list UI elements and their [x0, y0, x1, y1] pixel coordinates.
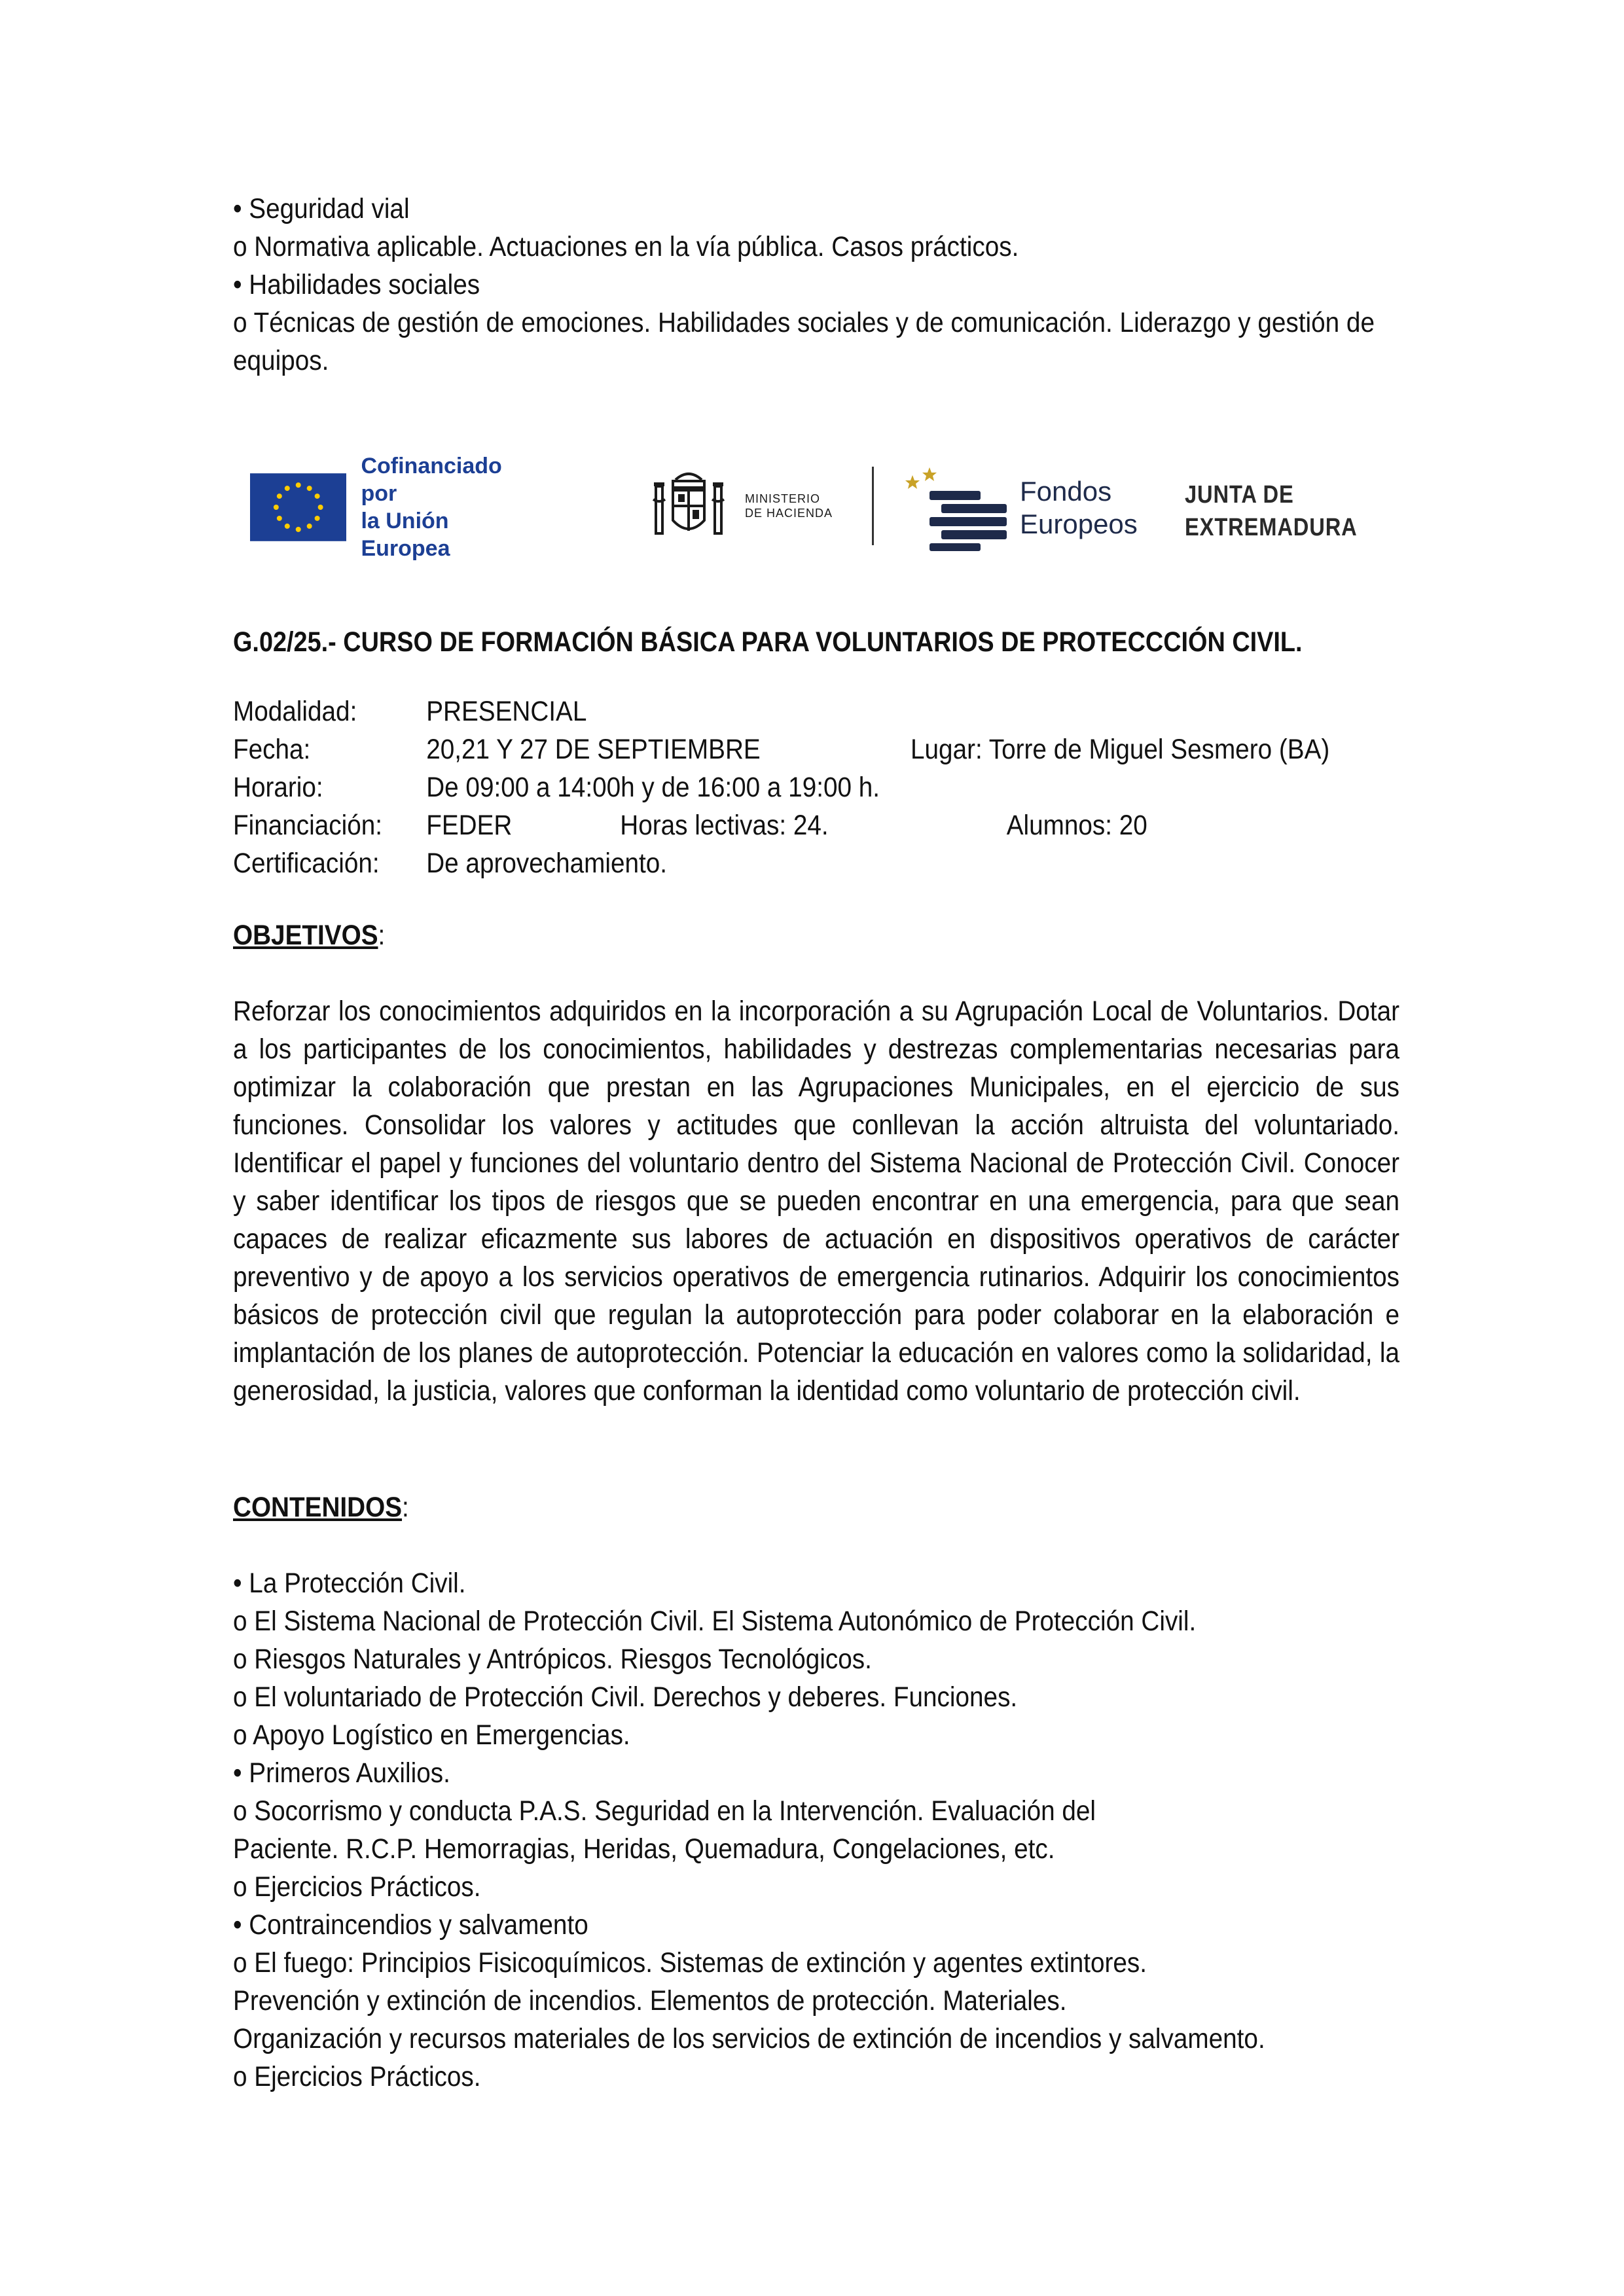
eu-flag-icon [250, 473, 346, 541]
junta-logo-line: JUNTA DE [1185, 481, 1294, 509]
modalidad-value: PRESENCIAL [426, 696, 587, 727]
financiacion-value: FEDER [426, 810, 513, 841]
eu-logo-line: Cofinanciado por [361, 454, 502, 506]
contenidos-list [233, 1564, 1265, 2096]
horario-label: Horario: [233, 772, 323, 803]
certificacion-label: Certificación: [233, 848, 380, 879]
intro-line: • Habilidades sociales [233, 269, 480, 300]
contenidos-line: • Contraincendios y salvamento [233, 1909, 588, 1941]
contenidos-line: o El voluntariado de Protección Civil. Derechos y deberes. Funciones. [233, 1681, 1018, 1713]
intro-paragraph: o Técnicas de gestión de emociones. Habilidades sociales y de comunicación. Liderazgo y gestión de equipos. [233, 307, 1375, 376]
contenidos-line: o Riesgos Naturales y Antrópicos. Riesgos Tecnológicos. [233, 1643, 872, 1675]
eu-cofinanciado-logo [250, 454, 543, 561]
fecha-value: 20,21 Y 27 DE SEPTIEMBRE [426, 734, 761, 765]
logo-divider [872, 467, 874, 545]
detail-row-horario [233, 768, 880, 806]
contenidos-line: • Primeros Auxilios. [233, 1757, 450, 1789]
contenidos-line: Paciente. R.C.P. Hemorragias, Heridas, Quemadura, Congelaciones, etc. [233, 1833, 1055, 1865]
contenidos-line: o Socorrismo y conducta P.A.S. Seguridad en la Intervención. Evaluación del [233, 1795, 1096, 1827]
horario-value: De 09:00 a 14:00h y de 16:00 a 19:00 h. [426, 772, 880, 803]
heading-colon: : [402, 1492, 409, 1523]
contenidos-line: Prevención y extinción de incendios. Elementos de protección. Materiales. [233, 1985, 1067, 2017]
modalidad-label: Modalidad: [233, 696, 357, 727]
intro-line: o Normativa aplicable. Actuaciones en la vía pública. Casos prácticos. [233, 231, 1019, 262]
objetivos-heading-text: OBJETIVOS [233, 920, 378, 951]
fondos-logo-line: Europeos [1020, 509, 1138, 539]
course-title: G.02/25.- CURSO DE FORMACIÓN BÁSICA PARA VOLUNTARIOS DE PROTECCCIÓN CIVIL. [233, 626, 1303, 658]
detail-row-modalidad [233, 692, 587, 730]
horas-lectivas: Horas lectivas: 24. [620, 810, 829, 841]
contenidos-line: o Apoyo Logístico en Emergencias. [233, 1719, 630, 1751]
detail-row-certificacion [233, 844, 668, 882]
intro-section [233, 190, 1398, 380]
lugar-value: Lugar: Torre de Miguel Sesmero (BA) [911, 734, 1330, 765]
certificacion-value: De aprovechamiento. [426, 848, 668, 879]
contenidos-heading-text: CONTENIDOS [233, 1492, 403, 1523]
contenidos-line: o El fuego: Principios Fisicoquímicos. Sistemas de extinción y agentes extintores. [233, 1947, 1147, 1979]
alumnos-count: Alumnos: 20 [1006, 810, 1147, 841]
junta-extremadura-logo [1185, 478, 1358, 544]
course-details [233, 692, 1330, 882]
ministry-logo-line: MINISTERIO [745, 492, 821, 505]
objetivos-paragraph: Reforzar los conocimientos adquiridos en la incorporación a su Agrupación Local de Voluntarios. Dotar a los participantes de los conocimientos, habilidades y destrezas complementarias necesarias para optimizar la colaboración que prestan en las Agrupaciones Municipales, en el ejercicio de sus funciones. Consolidar los valores y actitudes que conllevan la acción altruista del voluntariado. Identificar el papel y funciones del voluntario dentro del Sistema Nacional de Protección Civil. Conocer y saber identificar los tipos de riesgos que se pueden encontrar en una emergencia, para que sean capaces de realizar eficazmente sus labores de actuación en dispositivos operativos de carácter preventivo y de apoyo a los servicios operativos de emergencia rutinarios. Adquirir los conocimientos básicos de protección civil que regulan la autoprotección para poder colaborar en la elaboración e implantación de los planes de autoprotección. Potenciar la educación en valores como la solidaridad, la generosidad, la justicia, valores que conforman la identidad como voluntario de protección civil. [233, 996, 1399, 1407]
eu-logo-line: la Unión Europea [361, 509, 450, 561]
contenidos-line: o Ejercicios Prácticos. [233, 2061, 481, 2092]
junta-logo-line: EXTREMADURA [1185, 514, 1358, 541]
detail-row-fecha [233, 730, 1330, 768]
ministerio-hacienda-logo [643, 460, 918, 552]
objetivos-heading [233, 916, 385, 954]
contenidos-line: o Ejercicios Prácticos. [233, 1871, 481, 1903]
fondos-europeos-logo [903, 459, 1152, 557]
intro-line: • Seguridad vial [233, 193, 410, 224]
heading-colon: : [378, 920, 386, 951]
ministry-logo-line: DE HACIENDA [745, 507, 833, 520]
funding-logos [242, 455, 1368, 560]
financiacion-label: Financiación: [233, 810, 383, 841]
contenidos-line: o El Sistema Nacional de Protección Civil. El Sistema Autonómico de Protección Civil. [233, 1605, 1197, 1637]
contenidos-line: Organización y recursos materiales de los servicios de extinción de incendios y salvamento. [233, 2023, 1265, 2054]
fondos-logo-line: Fondos [1020, 476, 1112, 507]
coat-of-arms-icon [643, 460, 734, 552]
contenidos-heading [233, 1488, 409, 1526]
detail-row-financiacion [233, 806, 1147, 844]
fondos-europeos-mark-icon [903, 462, 1015, 554]
contenidos-line: • La Protección Civil. [233, 1568, 466, 1599]
fecha-label: Fecha: [233, 734, 311, 765]
